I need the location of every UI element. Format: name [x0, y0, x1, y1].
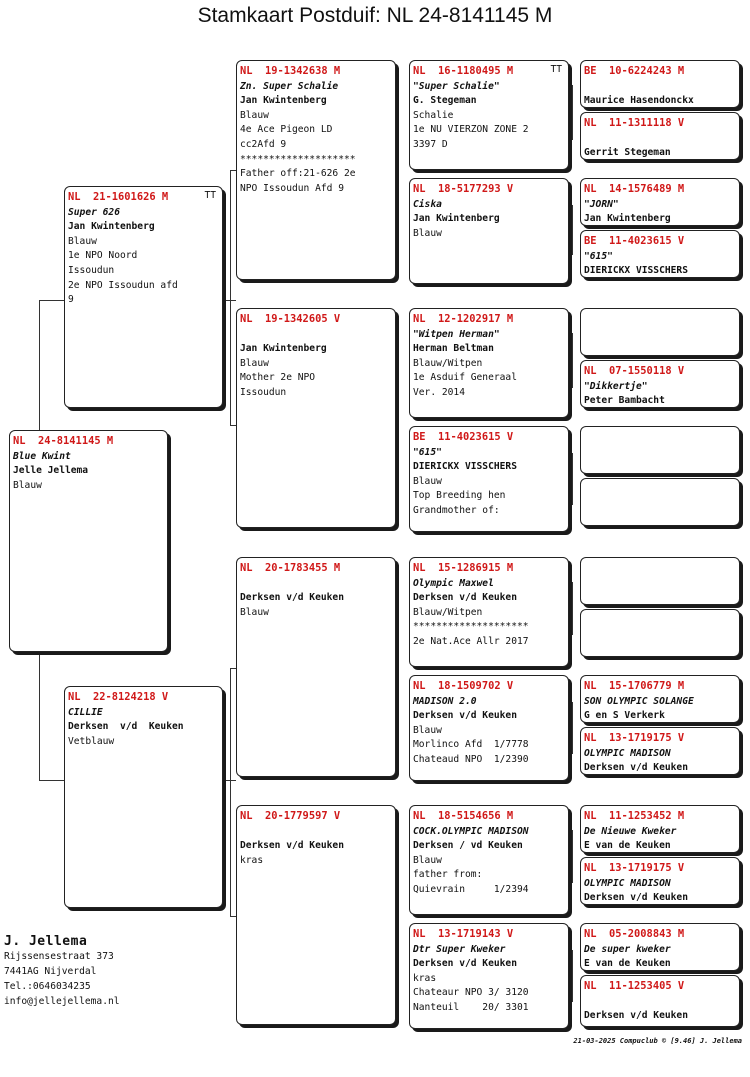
ring-number: BE 11-4023615 V — [413, 431, 514, 443]
gg-grandparent-card[interactable] — [580, 230, 740, 278]
owner: Derksen v/d Keuken — [584, 892, 688, 904]
note: Morlinco Afd 1/7778 — [413, 739, 529, 751]
connector — [398, 365, 399, 480]
note: Mother 2e NPO — [240, 372, 316, 384]
owner: Jelle Jellema — [13, 465, 89, 477]
tt-badge: TT — [204, 190, 216, 201]
pigeon-name: SON OLYMPIC SOLANGE — [584, 695, 694, 707]
gg-grandparent-card[interactable] — [580, 857, 740, 905]
connector — [572, 830, 573, 883]
note: ******************** — [413, 621, 529, 633]
note: Chateaud NPO 1/2390 — [413, 753, 529, 765]
pigeon-name: CILLIE — [68, 706, 103, 718]
owner: Jan Kwintenberg — [68, 221, 155, 233]
gg-grandparent-card[interactable] — [580, 426, 740, 474]
note: NPO Issoudun Afd 9 — [240, 182, 344, 194]
note: Blauw — [68, 235, 97, 247]
note: Issoudun — [240, 386, 287, 398]
gg-grandparent-card[interactable] — [580, 975, 740, 1027]
great-grandparent-card[interactable] — [409, 178, 569, 284]
grandparent-card[interactable] — [236, 308, 396, 528]
ring-number: NL 21-1601626 M — [68, 191, 169, 203]
note: Blauw — [413, 854, 442, 866]
note: Blauw — [240, 357, 269, 369]
note: ******************** — [240, 153, 356, 165]
ring-number: NL 20-1783455 M — [240, 562, 341, 574]
connector — [398, 118, 399, 228]
owner: Derksen v/d Keuken — [584, 762, 688, 774]
note: Blauw — [413, 227, 442, 239]
pigeon-card[interactable] — [9, 430, 168, 652]
breeder-phone: Tel.:0646034235 — [4, 981, 91, 992]
note: 1e Asduif Generaal — [413, 372, 517, 384]
ring-number: NL 24-8141145 M — [13, 435, 114, 447]
pigeon-name: Super 626 — [68, 206, 120, 218]
note: 9 — [68, 294, 74, 306]
pigeon-name: "Dikkertje" — [584, 380, 648, 392]
note: 4e Ace Pigeon LD — [240, 124, 333, 136]
owner: G en S Verkerk — [584, 710, 665, 722]
breeder-email: info@jellejellema.nl — [4, 996, 120, 1007]
connector — [398, 855, 399, 973]
ring-number: NL 07-1550118 V — [584, 365, 685, 377]
connector — [398, 610, 399, 725]
connector — [572, 950, 573, 1002]
ring-number: NL 12-1202917 M — [413, 313, 514, 325]
note: Blauw — [413, 475, 442, 487]
connector — [572, 333, 573, 388]
color: Blauw — [13, 479, 42, 491]
great-grandparent-card[interactable] — [409, 308, 569, 418]
pigeon-name: "JORN" — [584, 198, 619, 210]
owner: DIERICKX VISSCHERS — [584, 265, 688, 277]
owner: Derksen v/d Keuken — [240, 592, 344, 604]
gg-grandparent-card[interactable] — [580, 557, 740, 605]
ring-number: NL 22-8124218 V — [68, 691, 169, 703]
pigeon-name: "Super Schalie" — [413, 80, 500, 92]
breeder-street: Rijssensestraat 373 — [4, 951, 114, 962]
ring-number: NL 20-1779597 V — [240, 810, 341, 822]
gg-grandparent-card[interactable] — [580, 727, 740, 775]
great-grandparent-card[interactable] — [409, 675, 569, 781]
gg-grandparent-card[interactable] — [580, 923, 740, 971]
pigeon-name: OLYMPIC MADISON — [584, 877, 671, 889]
ring-number: BE 10-6224243 M — [584, 65, 685, 77]
pigeon-name: De Nieuwe Kweker — [584, 825, 677, 837]
note: Schalie — [413, 109, 454, 121]
connector — [39, 300, 64, 301]
ring-number: NL 16-1180495 M — [413, 65, 514, 77]
owner: E van de Keuken — [584, 958, 671, 970]
breeder-city: 7441AG Nijverdal — [4, 966, 97, 977]
great-grandparent-card[interactable] — [409, 805, 569, 915]
great-grandparent-card[interactable] — [409, 60, 569, 170]
tt-badge: TT — [550, 64, 562, 75]
note: Blauw — [240, 606, 269, 618]
owner: Herman Beltman — [413, 343, 494, 355]
ring-number: NL 11-1253452 M — [584, 810, 685, 822]
connector — [572, 582, 573, 635]
breeder-name: J. Jellema — [4, 934, 88, 949]
pigeon-name: Olympic Maxwel — [413, 577, 494, 589]
note: Issoudun — [68, 264, 115, 276]
gg-grandparent-card[interactable] — [580, 308, 740, 356]
note: Blauw — [240, 109, 269, 121]
pigeon-name: OLYMPIC MADISON — [584, 747, 671, 759]
grandparent-card[interactable] — [236, 60, 396, 280]
great-grandparent-card[interactable] — [409, 557, 569, 667]
connector — [572, 85, 573, 140]
note: Quievrain 1/2394 — [413, 883, 529, 895]
gg-grandparent-card[interactable] — [580, 178, 740, 226]
ring-number: NL 19-1342605 V — [240, 313, 341, 325]
pigeon-name: Ciska — [413, 198, 442, 210]
note: 2e Nat.Ace Allr 2017 — [413, 635, 529, 647]
owner: E van de Keuken — [584, 840, 671, 852]
connector — [230, 668, 231, 916]
owner: Jan Kwintenberg — [584, 213, 671, 225]
great-grandparent-card[interactable] — [409, 923, 569, 1029]
pigeon-name: Dtr Super Kweker — [413, 943, 506, 955]
note: Blauw/Witpen — [413, 606, 483, 618]
ring-number: NL 18-1509702 V — [413, 680, 514, 692]
note: kras — [413, 972, 437, 984]
pigeon-name: MADISON 2.0 — [413, 695, 477, 707]
ring-number: NL 14-1576489 M — [584, 183, 685, 195]
grandparent-card[interactable] — [236, 805, 396, 1025]
gg-grandparent-card[interactable] — [580, 805, 740, 853]
pigeon-name: Blue Kwint — [13, 450, 71, 462]
note: father from: — [413, 869, 483, 881]
owner: DIERICKX VISSCHERS — [413, 461, 517, 473]
ring-number: NL 11-1311118 V — [584, 117, 685, 129]
note: 1e NPO Noord — [68, 250, 138, 262]
owner: Derksen v/d Keuken — [240, 840, 344, 852]
ring-number: NL 13-1719175 V — [584, 862, 685, 874]
mother-card[interactable] — [64, 686, 223, 908]
ring-number: BE 11-4023615 V — [584, 235, 685, 247]
connector — [39, 654, 40, 780]
pigeon-name: "615" — [413, 446, 442, 458]
breeder-info — [4, 934, 120, 1009]
ring-number: NL 13-1719143 V — [413, 928, 514, 940]
owner: Derksen / vd Keuken — [413, 840, 523, 852]
footer-credit: 21-03-2025 Compuclub © [9.46] J. Jellema — [573, 1037, 742, 1045]
pigeon-name: De super kweker — [584, 943, 671, 955]
gg-grandparent-card[interactable] — [580, 112, 740, 160]
owner: Jan Kwintenberg — [240, 95, 327, 107]
note: cc2Afd 9 — [240, 138, 287, 150]
gg-grandparent-card[interactable] — [580, 609, 740, 657]
pigeon-name: "615" — [584, 250, 613, 262]
owner: Derksen v/d Keuken — [413, 710, 517, 722]
connector — [39, 780, 64, 781]
note: Vetblauw — [68, 735, 115, 747]
father-card[interactable] — [64, 186, 223, 408]
note: Top Breeding hen — [413, 490, 506, 502]
owner: Gerrit Stegeman — [584, 147, 671, 159]
great-grandparent-card[interactable] — [409, 426, 569, 532]
owner: Derksen v/d Keuken — [413, 958, 517, 970]
connector — [572, 453, 573, 505]
note: Nanteuil 20/ 3301 — [413, 1001, 529, 1013]
ring-number: NL 13-1719175 V — [584, 732, 685, 744]
note: Blauw — [413, 724, 442, 736]
connector — [39, 300, 40, 432]
note: 3397 D — [413, 138, 448, 150]
connector — [230, 170, 231, 425]
owner: Maurice Hasendonckx — [584, 95, 694, 107]
gg-grandparent-card[interactable] — [580, 478, 740, 526]
note: Chateaur NPO 3/ 3120 — [413, 987, 529, 999]
owner: Peter Bambacht — [584, 395, 665, 407]
owner: Derksen v/d Keuken — [413, 592, 517, 604]
note: kras — [240, 854, 264, 866]
ring-number: NL 18-5154656 M — [413, 810, 514, 822]
connector — [572, 702, 573, 754]
note: Ver. 2014 — [413, 386, 465, 398]
note: 1e NU VIERZON ZONE 2 — [413, 124, 529, 136]
note: Grandmother of: — [413, 504, 500, 516]
ring-number: NL 11-1253405 V — [584, 980, 685, 992]
pigeon-name: Zn. Super Schalie — [240, 80, 339, 92]
page-title: Stamkaart Postduif: NL 24-8141145 M — [197, 4, 553, 27]
pigeon-name: COCK.OLYMPIC MADISON — [413, 825, 529, 837]
owner: G. Stegeman — [413, 95, 477, 107]
owner: Derksen v/d Keuken — [584, 1010, 688, 1022]
connector — [572, 205, 573, 255]
owner: Derksen v/d Keuken — [68, 721, 184, 733]
pigeon-name: "Witpen Herman" — [413, 328, 500, 340]
ring-number: NL 15-1706779 M — [584, 680, 685, 692]
owner: Jan Kwintenberg — [413, 213, 500, 225]
note: 2e NPO Issoudun afd — [68, 279, 178, 291]
note: Father off:21-626 2e — [240, 168, 356, 180]
ring-number: NL 18-5177293 V — [413, 183, 514, 195]
ring-number: NL 19-1342638 M — [240, 65, 341, 77]
gg-grandparent-card[interactable] — [580, 360, 740, 408]
grandparent-card[interactable] — [236, 557, 396, 777]
note: Blauw/Witpen — [413, 357, 483, 369]
owner: Jan Kwintenberg — [240, 343, 327, 355]
ring-number: NL 05-2008843 M — [584, 928, 685, 940]
gg-grandparent-card[interactable] — [580, 675, 740, 723]
gg-grandparent-card[interactable] — [580, 60, 740, 108]
ring-number: NL 15-1286915 M — [413, 562, 514, 574]
